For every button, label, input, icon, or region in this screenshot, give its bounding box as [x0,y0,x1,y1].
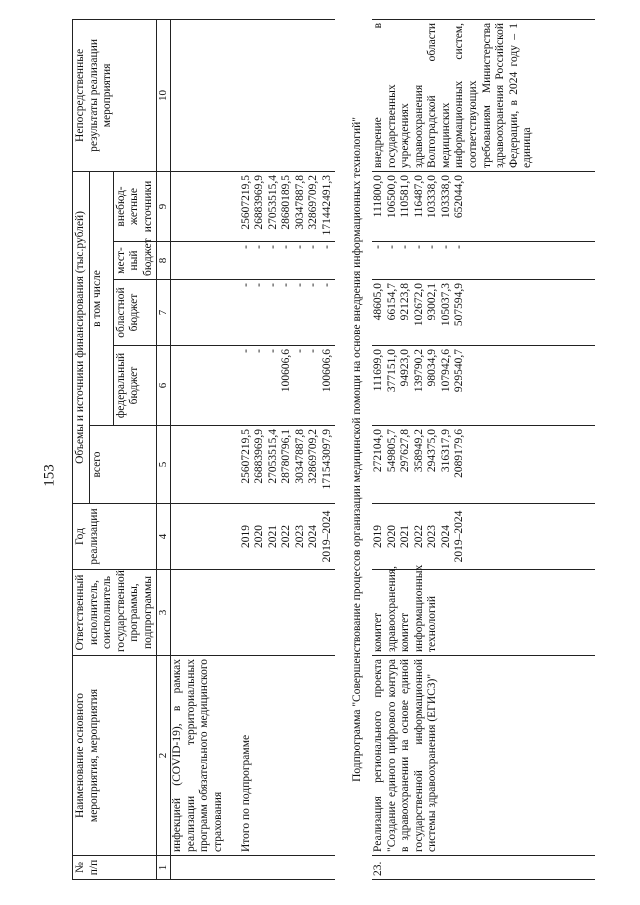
subtotal-row [240,19,335,879]
regional-amount: 105037,3 [439,283,452,327]
local-amount: - [412,245,425,249]
row-23-local-values [372,242,535,280]
total-amount: 272104,0 [372,429,385,473]
col-number: 2 [157,656,171,856]
federal-amount: 94923,0 [399,349,412,387]
federal-amount: - [239,349,252,353]
col-number: 7 [157,280,171,346]
local-amount: - [266,245,279,249]
extra-amount: 116487,0 [412,174,425,218]
section-title-row [335,19,373,879]
row-23-name: Реализация регионального проекта "Создание единого цифрового контура в здравоохранении на основе единой государственной информационной системы здравоохранения (ЕГИСЗ)" [372,656,535,856]
year-value: 2023 [293,525,306,548]
extra-amount: 26883969,9 [253,174,266,230]
regional-amount: 93002,1 [426,283,439,321]
section-title: Подпрограмма "Совершенствование процессов организации медицинской помощи на основе внедрения информационных технологий" [350,117,363,782]
header-including: в том числе [89,171,113,425]
regional-amount: 92123,8 [399,283,412,321]
row-23-extra-values [372,171,535,241]
extra-amount: 103338,0 [426,174,439,219]
row-23-regional-values [372,280,535,346]
regional-amount: - [253,283,266,287]
row-23 [372,19,535,879]
federal-amount: 111699,0 [372,349,385,392]
total-amount: 171543097,9 [320,429,333,490]
col-number: 1 [157,856,171,880]
year-value: 2019–2024 [320,510,333,563]
regional-amount: - [320,283,333,287]
federal-amount: 139790,2 [412,349,425,393]
regional-amount: 102672,0 [412,283,425,327]
extra-amount: 103338,0 [439,174,452,219]
regional-amount: - [307,283,320,287]
local-amount: - [253,245,266,249]
row-23-responsible: комитет здравоохранения, комитет информационных технологий [372,570,535,656]
row-23-federal-values [372,346,535,426]
extra-amount: 652044,0 [453,174,466,219]
column-number-row [157,19,171,879]
regional-amount: - [280,283,293,287]
total-amount: 294375,0 [426,429,439,473]
financing-table [72,19,595,880]
header-local: мест- ный бюджет [113,242,157,280]
continuation-row [171,19,226,879]
header-responsible: Ответственный исполнитель, соисполнитель государственной программы, подпрограммы [73,570,157,656]
federal-amount: 100606,6 [280,349,293,393]
subtotal-extra-values [240,171,335,241]
col-number: 3 [157,570,171,656]
page-number: 153 [41,464,58,487]
subtotal-total-values [240,426,335,504]
regional-amount: - [293,283,306,287]
col-number: 5 [157,426,171,504]
col-number: 9 [157,171,171,241]
year-value: 2024 [439,525,452,548]
header-total: всего [89,426,157,504]
federal-amount: 98034,9 [426,349,439,387]
row-23-years [372,504,535,570]
subtotal-label: Итого по подпрограмме [240,656,335,856]
total-amount: 32869709,2 [307,429,320,484]
year-value: 2021 [266,525,279,548]
extra-amount: 27053515,4 [266,174,279,230]
federal-amount: 377151,0 [385,349,398,393]
local-amount: - [439,245,452,249]
federal-amount: 929540,7 [453,349,466,393]
header-federal: федеральный бюджет [113,346,157,426]
subtotal-federal-values [240,346,335,426]
year-value: 2021 [399,525,412,548]
local-amount: - [385,245,398,249]
year-value: 2020 [385,525,398,548]
row-23-total-values [372,426,535,504]
table-header [73,19,171,879]
header-year: Год реализации [73,504,157,570]
extra-amount: 111800,0 [372,174,385,218]
regional-amount: - [239,283,252,287]
extra-amount: 32869709,2 [307,174,320,230]
extra-amount: 28680189,5 [280,174,293,230]
year-value: 2022 [280,525,293,548]
local-amount: - [399,245,412,249]
total-amount: 297627,8 [399,429,412,473]
extra-amount: 25607219,5 [239,174,252,230]
col-number: 10 [157,19,171,171]
local-amount: - [372,245,385,249]
rotated-table-block [72,20,602,880]
total-amount: 2089179,6 [453,429,466,478]
regional-amount: 48605,0 [372,283,385,321]
subtotal-regional-values [240,280,335,346]
total-amount: 27053515,4 [266,429,279,484]
federal-amount: 107942,6 [439,349,452,393]
header-name: Наименование основного мероприятия, мероприятия [73,656,157,856]
local-amount: - [293,245,306,249]
extra-amount: 171442491,3 [320,174,333,236]
local-amount: - [307,245,320,249]
col-number: 4 [157,504,171,570]
total-amount: 25607219,5 [239,429,252,484]
regional-amount: - [266,283,279,287]
subtotal-years [240,504,335,570]
header-funding: Объемы и источники финансирования (тыс.рублей) [73,171,90,503]
header-extra: внебюд- жетные источники [113,171,157,241]
local-amount: - [239,245,252,249]
year-value: 2023 [426,525,439,548]
total-amount: 26883969,9 [253,429,266,484]
extra-amount: 30347887,8 [293,174,306,230]
regional-amount: 507594,9 [453,283,466,327]
col-number: 6 [157,346,171,426]
row-number: 23. [372,856,535,880]
extra-amount: 110581,0 [399,174,412,218]
col-number: 8 [157,242,171,280]
extra-amount: 106500,0 [385,174,398,219]
local-amount: - [426,245,439,249]
year-value: 2022 [412,525,425,548]
total-amount: 316317,9 [439,429,452,473]
header-results: Непосредственные результаты реализации мероприятия [73,19,157,171]
regional-amount: 66154,7 [385,283,398,321]
local-amount: - [453,245,466,249]
header-regional: областной бюджет [113,280,157,346]
federal-amount: 100606,6 [320,349,333,393]
federal-amount: - [293,349,306,353]
year-value: 2020 [253,525,266,548]
federal-amount: - [307,349,320,353]
total-amount: 358949,2 [412,429,425,473]
header-no: № п/п [73,856,157,880]
total-amount: 549805,7 [385,429,398,473]
federal-amount: - [266,349,279,353]
year-value: 2024 [307,525,320,548]
federal-amount: - [253,349,266,353]
local-amount: - [280,245,293,249]
year-value: 2019 [239,525,252,548]
year-value: 2019 [372,525,385,548]
total-amount: 30347887,8 [293,429,306,484]
local-amount: - [320,245,333,249]
year-value: 2019–2024 [453,510,466,563]
continuation-text: инфекцией (COVID-19), в рамках реализации территориальных программ обязательного медицинского страхования [171,656,226,856]
subtotal-local-values [240,242,335,280]
total-amount: 28780796,1 [280,429,293,484]
row-23-result: внедрение в государственных учреждениях здравоохранения Волгоградской области медицинских информационных систем, соответствующих требованиям Министерства здравоохранения Российской Федерации, в 2024 году – 1 единица [372,19,535,171]
